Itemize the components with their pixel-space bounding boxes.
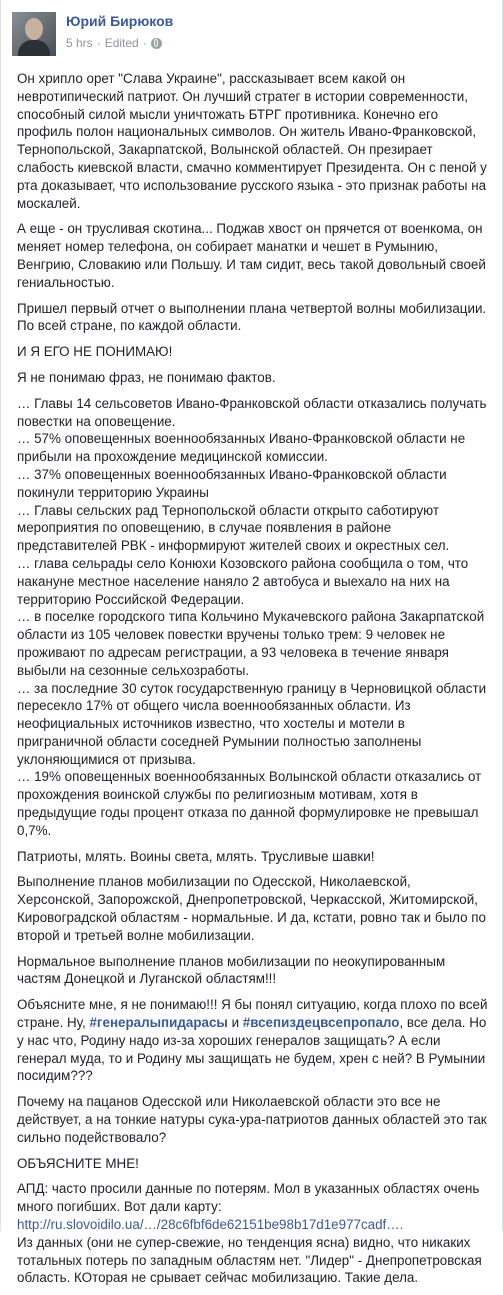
paragraph-12 xyxy=(17,1180,491,1233)
avatar-head-shape xyxy=(25,18,43,40)
paragraph-1: Он хрипло орет "Слава Украине", рассказывает всем какой он невротипический патриот. Он лучший стратег в истории современности, способный силой мысли уничтожать БТРГ противника. Конечно его профиль полон национальных символов. Он житель Ивано-Франковской, Тернопольской, Закарпатской, Волынской областей. Он презирает слабость киевской власти, смачно комментирует Президента. Он с пеной у рта доказывает, что использование русского языка - это признак работы на москалей. xyxy=(17,71,487,211)
post-header xyxy=(12,12,492,62)
paragraph-9-part-a: Объясните мне, я не понимаю!!! Я бы понял ситуацию, когда плохо по всей стране. Ну, xyxy=(17,997,488,1031)
fact-item: … глава сельрады село Конюхи Козовского района сообщила о том, что накануне местное население наняло 2 автобуса и выехало на них на территорию Российской Федерации. xyxy=(17,555,469,607)
meta-separator: · xyxy=(96,36,101,50)
fact-item: … в поселке городского типа Кольчино Мукачевского района Закарпатской области из 105 человек повестки вручены только трем: 9 человек не проживают по адресам регистрации, а 93 человека в течение января выбыли на сезонные сельхозработы. xyxy=(17,609,485,678)
paragraph-6: Патриоты, млять. Воины света, млять. Трусливые шавки! xyxy=(17,848,375,864)
avatar-body-shape xyxy=(18,40,50,56)
paragraph-3: Пришел первый отчет о выполнении плана четвертой волны мобилизации. По всей стране, по каждой области. xyxy=(17,300,487,334)
post-content xyxy=(17,70,491,1295)
fact-item: … за последние 30 суток государственную границу в Черновицкой области пересекло 17% от общего числа военнообязанных области. Из неофициальных источников известно, что хостелы и мотели в приграничной области соседней Румынии полностью заполнены уклоняющимися от призыва. xyxy=(17,680,487,767)
paragraph-7: Выполнение планов мобилизации по Одесской, Николаевской, Херсонской, Запорожской, Днепропетровской, Черкасской, Житомирской, Кировоградской областям - нормальные. И да, кстати, ровно так и было по второй и третьей волне мобилизации. xyxy=(17,874,486,943)
edited-label[interactable]: Edited xyxy=(104,36,139,50)
post-time[interactable]: 5 hrs xyxy=(66,36,93,50)
paragraph-9 xyxy=(17,996,491,1085)
paragraph-5: Я не понимаю фраз, не понимаю фактов. xyxy=(17,369,276,385)
fact-item: … Главы 14 сельсоветов Ивано-Франковской области отказались получать повестки на оповещение. xyxy=(17,395,487,429)
hashtag-link-1[interactable]: #генералыпидарасы xyxy=(89,1015,228,1031)
paragraph-4: И Я ЕГО НЕ ПОНИМАЮ! xyxy=(17,344,173,360)
paragraph-10: Почему на пацанов Одесской или Николаевской области это все не действует, а на тонкие натуры сука-ура-патриотов данных областей это так сильно подействовало? xyxy=(17,1094,487,1145)
fact-item: … 19% оповещенных военнообязанных Волынской области отказались от прохождения воинской службы по религиозным мотивам, хотя в предыдущие годы процент отказа по данной формулировке не превышал 0,7%. xyxy=(17,769,482,838)
map-link[interactable]: http://ru.slovoidilo.ua/…/28c6fbf6de62151be98b17d1e977cadf…. xyxy=(17,1217,404,1233)
paragraph-13: Из данных (они не супер-свежие, но тенденция ясна) видно, что никаких тотальных потерь по западным областям нет. "Лидер" - Днепропетровская область. КОторая не срывает сейчас мобилизацию. Такие дела. xyxy=(17,1234,482,1286)
paragraph-9-part-b: и xyxy=(227,1015,243,1031)
globe-icon[interactable] xyxy=(151,38,162,49)
fact-item: … 37% оповещенных военнообязанных Ивано-Франковской области покинули территорию Украины xyxy=(17,466,447,500)
author-name[interactable]: Юрий Бирюков xyxy=(66,13,174,29)
post-meta xyxy=(66,36,162,50)
paragraph-11: ОБЪЯСНИТЕ МНЕ! xyxy=(17,1155,139,1171)
paragraph-2: А еще - он трусливая скотина... Поджав хвост он прячется от военкома, он меняет номер телефона, он собирает манатки и чешет в Румынию, Венгрию, Словакию или Польшу. И там сидит, весь такой довольный своей гениальностью. xyxy=(17,221,486,290)
hashtag-link-2[interactable]: #всепиздецвсепропало xyxy=(242,1015,400,1031)
paragraph-12-text: АПД: часто просили данные по потерям. Мол в указанных областях очень много погибших. Вот дали карту: xyxy=(17,1181,480,1215)
avatar[interactable] xyxy=(12,12,56,56)
paragraph-9-part-c: , все дела. Но у нас что, Родину надо из-за хороших генералов защищать? А если генерал муда, то и Родину мы защищать не будем, хрен с ней? В Румынии посидим??? xyxy=(17,1015,487,1084)
paragraph-8: Нормальное выполнение планов мобилизации по неокупированным частям Донецкой и Луганской областям!!! xyxy=(17,953,446,987)
fact-item: … 57% оповещенных военнообязанных Ивано-Франковской области не прибыли на прохождение медицинской комиссии. xyxy=(17,431,466,465)
fact-item: … Главы сельских рад Тернопольской области открыто саботируют мероприятия по оповещению, в случае появления в районе представителей РВК - информируют жителей своих и окрестных сел. xyxy=(17,502,450,554)
facts-list xyxy=(17,395,491,840)
meta-separator-2: · xyxy=(142,36,147,50)
